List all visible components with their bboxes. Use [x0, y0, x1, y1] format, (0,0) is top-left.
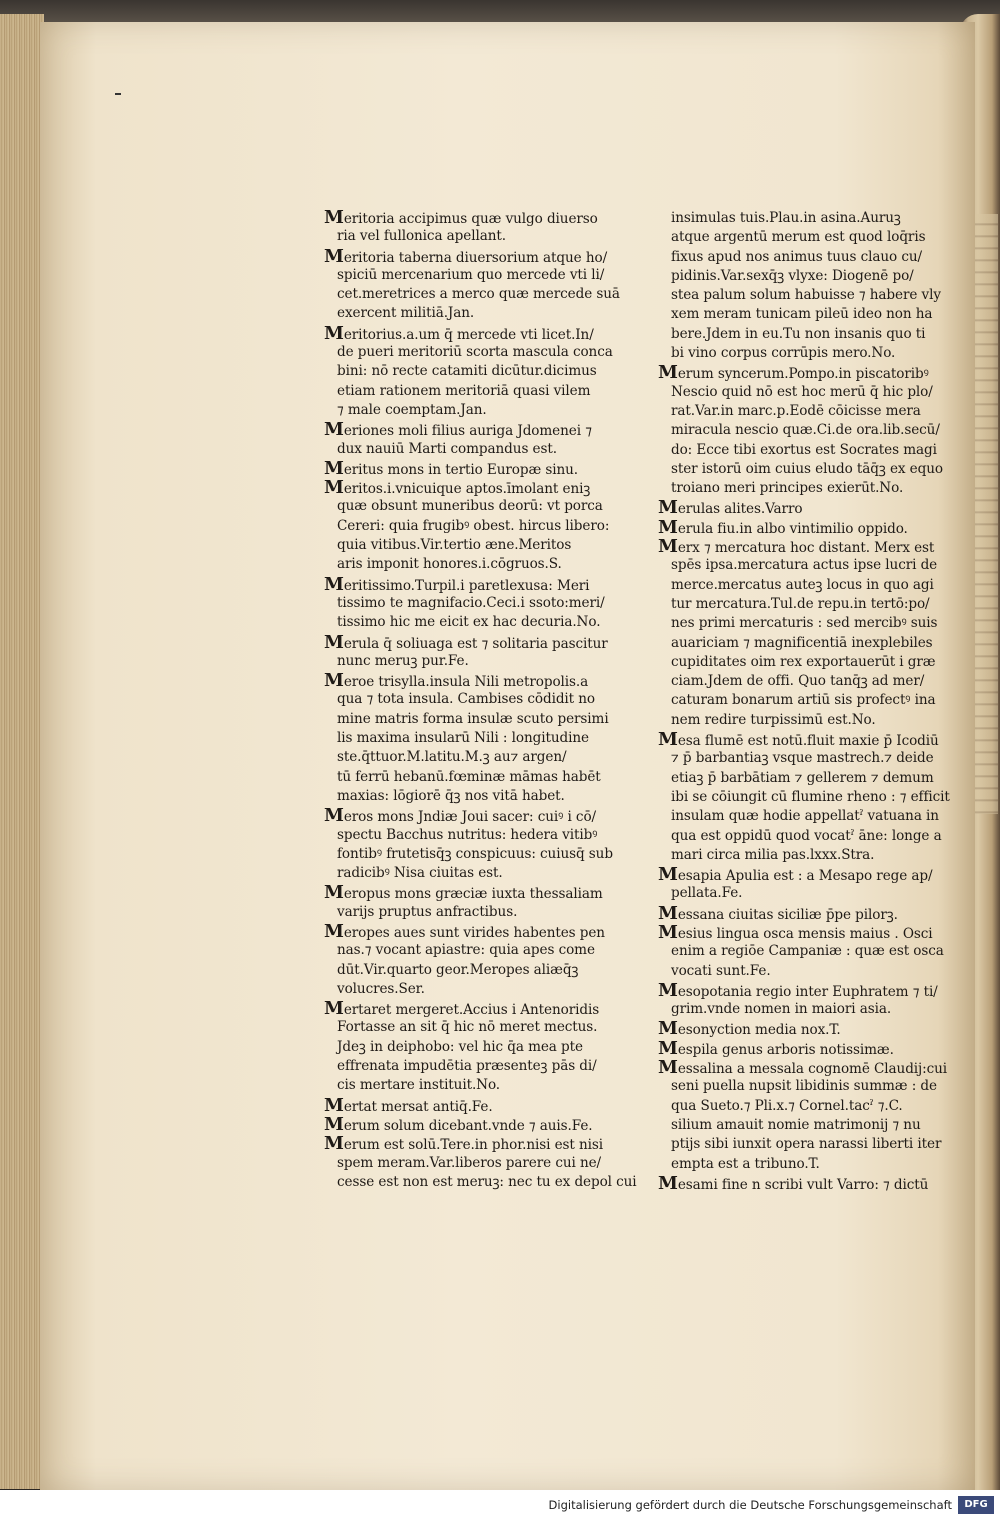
text-line: Merula fiu.in albo vintimilio oppido. [658, 516, 908, 538]
text-line: Merum syncerum.Pompo.in piscatoribꝰ [658, 362, 929, 384]
left-text-column [324, 207, 637, 1192]
text-line: ibi se cōiungit cū flumine rheno : ⁊ efficit [671, 788, 950, 805]
text-line: qua est oppidū quod vocatˀ āne: longe a [671, 827, 942, 844]
text-line: ⁊ p̄ barbantiaꝫ vsque mastrech.⁊ deide [671, 750, 934, 767]
text-line: lis maxima insularū Nili : longitudine [337, 730, 589, 747]
text-line: vocati sunt.Fe. [671, 962, 771, 979]
text-line: ptijs sibi iunxit opera narassi liberti iter [671, 1136, 942, 1153]
text-line: quæ obsunt muneribus deorū: vt porca [337, 498, 603, 515]
text-line: Mesonyction media nox.T. [658, 1018, 841, 1040]
text-line: fontibꝰ frutetisq̄ꝫ conspicuus: cuiusq̄ sub [337, 845, 613, 862]
text-line: quia vitibus.Vir.tertio æne.Meritos [337, 537, 572, 554]
text-line: spiciū mercenarium quo mercede vti li/ [337, 266, 605, 283]
text-line: Mertaret mergeret.Accius i Antenoridis [324, 998, 600, 1020]
footer-bar [0, 1490, 1000, 1522]
text-line: radicibꝰ Nisa ciuitas est. [337, 865, 503, 882]
text-line: Merula q̄ soliuaga est ⁊ solitaria pascitur [324, 631, 608, 653]
text-line: Mesius lingua osca mensis maius . Osci [658, 921, 933, 943]
text-line: Merulas alites.Varro [658, 497, 803, 519]
text-line: nem redire turpissimū est.No. [671, 711, 876, 728]
text-line: atque argentū merum est quod loq̄ris [671, 229, 926, 246]
text-line: Mespila genus arboris notissimæ. [658, 1037, 894, 1059]
text-line: nes primi mercaturis : sed mercibꝰ suis [671, 615, 938, 632]
text-line: dux nauiū Marti compandus est. [337, 440, 557, 457]
text-line: insulam quæ hodie appellatˀ vatuana in [671, 808, 939, 825]
text-line: Meritos.i.vnicuique aptos.īmolant eniꝫ [324, 477, 591, 499]
text-line: Mesa flumē est notū.fluit maxie p̄ Icodiū [658, 729, 939, 751]
text-line: bi vino corpus corrūpis mero.No. [671, 345, 896, 362]
text-line: Meropes aues sunt virides habentes pen [324, 920, 605, 942]
text-line: Messalina a messala cognomē Claudij:cui [658, 1057, 948, 1079]
text-line: seni puella nupsit libidinis summæ : de [671, 1078, 937, 1095]
book-page [40, 22, 975, 1490]
text-line: ciam.Jdem de offi. Quo tanq̄ꝫ ad mer/ [671, 673, 925, 690]
text-line: Meritoria accipimus quæ vulgo diuerso [324, 207, 598, 228]
text-line: caturam bonarum artiū sis profectꝰ ina [671, 692, 936, 709]
text-line: do: Ecce tibi exortus est Socrates magi [671, 441, 937, 458]
text-line: effrenata impudētia præsenteꝫ pās di/ [337, 1058, 597, 1075]
text-line: cupiditates oim rex exportauerūt i græ [671, 653, 936, 670]
text-line: etiam rationem meritoriā quasi vilem [337, 382, 591, 399]
text-line: aris imponit honores.i.cōgruos.S. [337, 556, 562, 573]
text-line: fixus apud nos animus tuus clauo cu/ [671, 248, 923, 265]
text-line: Meritissimo.Turpil.i paretlexusa: Meri [324, 573, 590, 595]
text-line: xem meram tunicam pileū ideo non ha [671, 306, 933, 323]
text-line: bini: nō recte catamiti dicūtur.dicimus [337, 363, 597, 380]
text-line: Mesopotania regio inter Euphratem ⁊ ti/ [658, 979, 938, 1001]
text-line: Mesami fine n scribi vult Varro: ⁊ dictū [658, 1172, 929, 1194]
text-line: pidinis.Var.sexq̄ꝫ vlyxe: Diogenē po/ [671, 267, 914, 284]
page-mark [115, 93, 121, 95]
text-line: empta est a tribuno.T. [671, 1155, 820, 1172]
text-line: Meroe trisylla.insula Nili metropolis.a [324, 670, 589, 692]
text-line: de pueri meritoriū scorta mascula conca [337, 344, 613, 361]
text-line: merce.mercatus auteꝫ locus in quo agi [671, 576, 934, 593]
text-line: maxias: lōgiorē q̄ꝫ nos vitā habet. [337, 787, 565, 804]
text-line: Merx ⁊ mercatura hoc distant. Merx est [658, 536, 935, 558]
text-line: Jdeꝫ in deiphobo: vel hic q̄a mea pte [337, 1038, 583, 1055]
text-line: spēs ipsa.mercatura actus ipse lucri de [671, 557, 938, 574]
text-line: Messana ciuitas siciliæ p̄pe pilorꝫ. [658, 902, 898, 924]
text-line: mari circa milia pas.lxxx.Stra. [671, 846, 875, 863]
text-line: ste.q̄ttuor.M.latitu.M.ꝫ au⁊ argen/ [337, 749, 567, 766]
text-line: Fortasse an sit q̄ hic nō meret mectus. [337, 1019, 598, 1036]
text-line: nas.⁊ vocant apiastre: quia apes come [337, 942, 595, 959]
text-line: ria vel fullonica apellant. [337, 228, 506, 245]
text-line: troiano meri principes exierūt.No. [671, 480, 904, 497]
text-line: auariciam ⁊ magnificentiā inexplebiles [671, 634, 933, 651]
text-line: tū ferrū hebanū.fœminæ māmas habēt [337, 768, 601, 785]
text-line: spem meram.Var.liberos parere cui ne/ [337, 1154, 602, 1171]
text-line: Merum solum dicebant.vnde ⁊ auis.Fe. [324, 1113, 593, 1135]
text-line: dūt.Vir.quarto geor.Meropes aliæq̄ꝫ [337, 961, 579, 978]
text-line: Meritorius.a.um q̄ mercede vti licet.In/ [324, 322, 594, 344]
text-line: Meritoria taberna diuersorium atque ho/ [324, 245, 608, 267]
book-fore-edge [0, 14, 44, 1489]
text-line: miracula nescio quæ.Ci.de ora.lib.secū/ [671, 422, 940, 439]
text-line: etiaꝫ p̄ barbātiam ⁊ gellerem ⁊ demum [671, 769, 934, 786]
text-line: Nescio quid nō est hoc merū q̄ hic plo/ [671, 383, 933, 400]
text-line: tissimo te magnifacio.Ceci.i ssoto:meri/ [337, 594, 605, 611]
funding-credit: Digitalisierung gefördert durch die Deutsche Forschungsgemeinschaft [548, 1498, 952, 1512]
text-line: nunc meruꝫ pur.Fe. [337, 652, 469, 669]
text-line: Mesapia Apulia est : a Mesapo rege ap/ [658, 864, 933, 886]
text-line: tur mercatura.Tul.de repu.in tertō:po/ [671, 595, 930, 612]
text-line: Meritus mons in tertio Europæ sinu. [324, 457, 579, 479]
text-line: silium amauit nomie matrimonij ⁊ nu [671, 1116, 921, 1133]
text-line: spectu Bacchus nutritus: hedera vitibꝰ [337, 826, 598, 843]
right-text-column [658, 209, 950, 1194]
text-line: cis mertare instituit.No. [337, 1077, 501, 1094]
text-line: varijs pruptus anfractibus. [337, 903, 518, 920]
text-line: cesse est non est meruꝫ: nec tu ex depol cui [337, 1173, 637, 1190]
text-line: stea palum solum habuisse ⁊ habere vly [671, 287, 941, 304]
text-line: Mertat mersat antiq̄.Fe. [324, 1094, 493, 1116]
text-line: qua ⁊ tota insula. Cambises cōdidit no [337, 691, 596, 708]
text-line: mine matris forma insulæ scuto persimi [337, 710, 609, 727]
text-line: volucres.Ser. [337, 980, 425, 997]
text-line: exercent militiā.Jan. [337, 305, 475, 322]
text-line: tissimo hic me eicit ex hac decuria.No. [337, 614, 601, 631]
text-line: Meriones moli filius auriga Jdomenei ⁊ [324, 419, 592, 441]
text-line: ⁊ male coemptam.Jan. [337, 401, 487, 418]
text-line: pellata.Fe. [671, 885, 743, 902]
text-line: grim.vnde nomen in maiori asia. [671, 1001, 892, 1018]
text-line: cet.meretrices a merco quæ mercede suā [337, 286, 620, 303]
text-line: bere.Jdem in eu.Tu non insanis quo ti [671, 325, 926, 342]
text-line: insimulas tuis.Plau.in asina.Auruꝫ [671, 210, 901, 226]
text-line: Merum est solū.Tere.in phor.nisi est nisi [324, 1133, 604, 1155]
text-line: Cereri: quia frugibꝰ obest. hircus libero: [337, 517, 610, 534]
text-line: rat.Var.in marc.p.Eodē cōicisse mera [671, 402, 921, 419]
text-line: qua Sueto.⁊ Pli.x.⁊ Cornel.tacˀ ⁊.C. [671, 1097, 903, 1114]
text-line: enim a regiōe Campaniæ : quæ est osca [671, 943, 944, 960]
text-line: ster istorū oim cuius eludo tāq̄ꝫ ex equo [671, 460, 943, 477]
text-line: Meros mons Jndiæ Joui sacer: cuiꝰ i cō/ [324, 805, 597, 827]
scan-top-edge [0, 0, 1000, 24]
text-line: Meropus mons græciæ iuxta thessaliam [324, 882, 603, 904]
dfg-logo-icon: DFG [958, 1496, 994, 1514]
